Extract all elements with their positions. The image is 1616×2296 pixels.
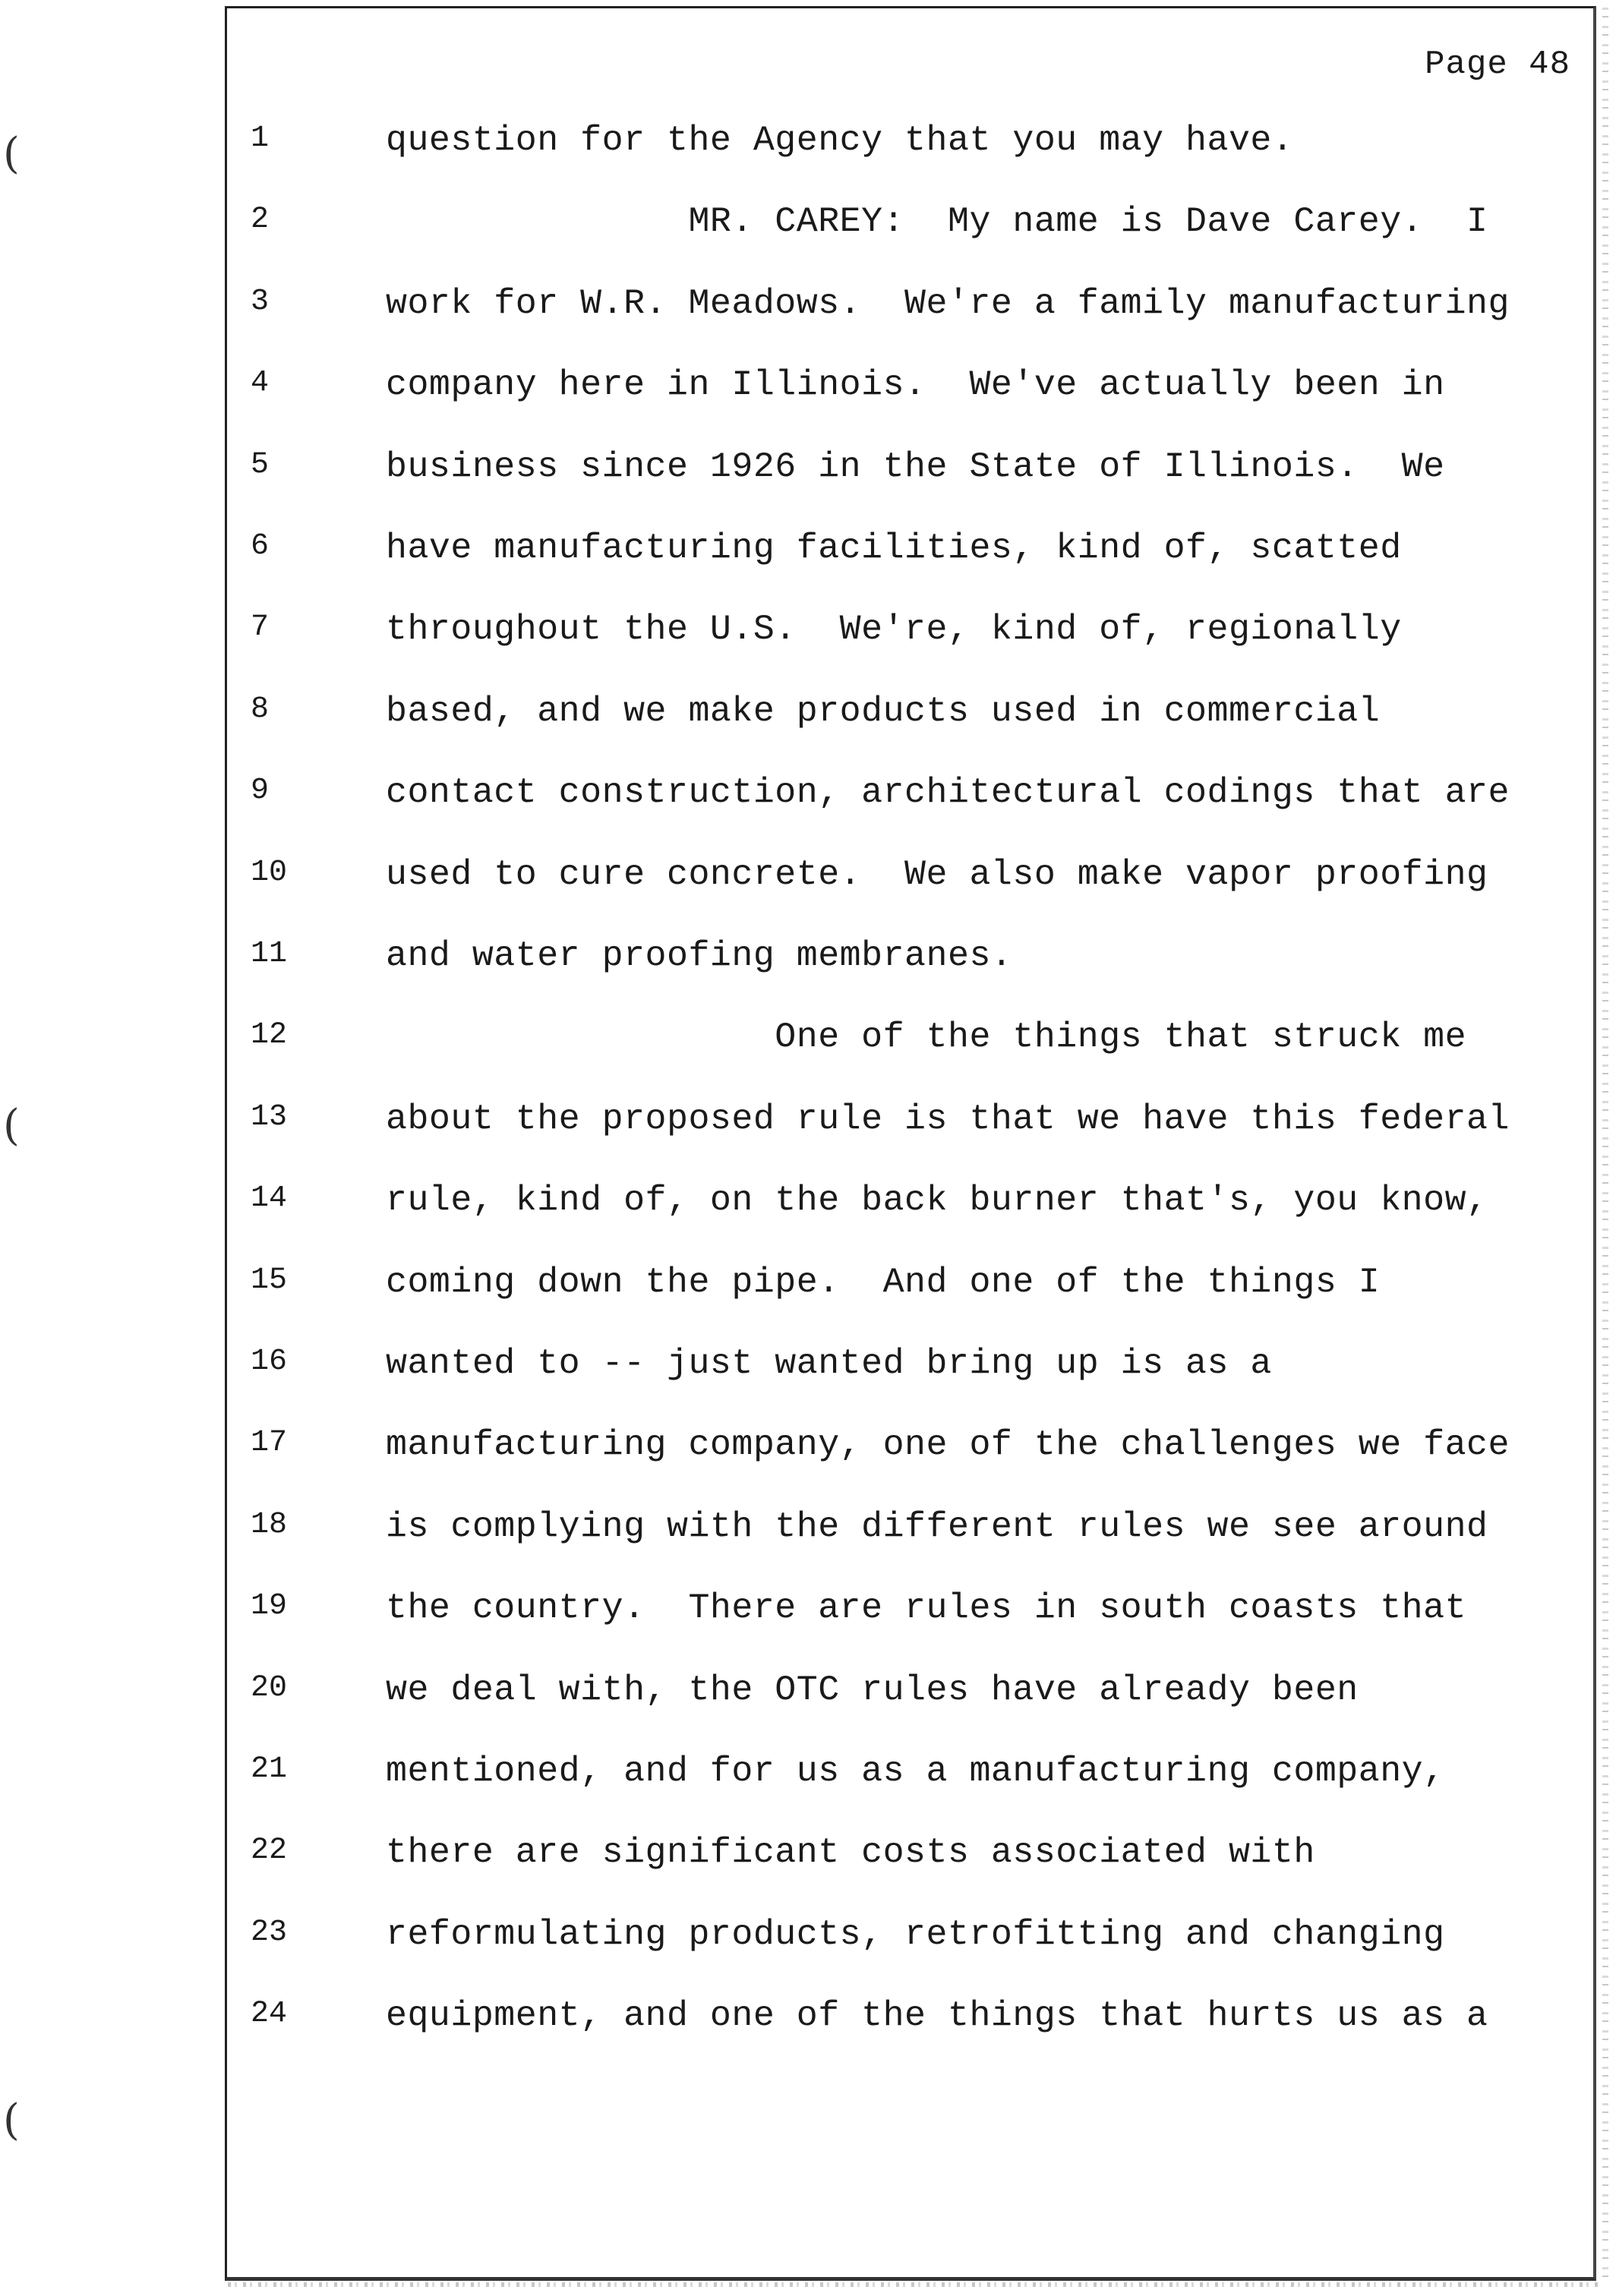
line-text: the country. There are rules in south coasts that — [386, 1588, 1467, 1629]
margin-mark: ( — [3, 2096, 20, 2145]
line-number: 22 — [251, 1834, 288, 1869]
transcript-line — [0, 1671, 1616, 1717]
transcript-line — [0, 1345, 1616, 1390]
line-text: One of the things that struck me — [386, 1017, 1467, 1058]
line-text: about the proposed rule is that we have this federal — [386, 1098, 1510, 1139]
line-text: throughout the U.S. We're, kind of, regionally — [386, 609, 1402, 650]
transcript-line — [0, 1997, 1616, 2042]
line-number: 9 — [251, 774, 270, 809]
line-text: reformulating products, retrofitting and changing — [386, 1913, 1445, 1954]
line-number: 13 — [251, 1099, 288, 1134]
line-text: MR. CAREY: My name is Dave Carey. I — [386, 201, 1488, 242]
transcript-line — [0, 853, 1616, 901]
transcript-line — [0, 203, 1616, 248]
line-text: business since 1926 in the State of Illinois. We — [386, 446, 1445, 487]
line-text: company here in Illinois. We've actually been in — [386, 364, 1445, 405]
line-text: work for W.R. Meadows. We're a family manufacturing — [386, 282, 1510, 323]
line-text: used to cure concrete. We also make vapor proofing — [386, 853, 1488, 894]
line-number: 7 — [251, 610, 270, 645]
line-text: wanted to -- just wanted bring up is as a — [386, 1343, 1272, 1383]
line-number: 8 — [251, 692, 270, 727]
transcript-line — [0, 448, 1616, 494]
line-number: 4 — [251, 366, 270, 401]
line-number: 2 — [251, 203, 270, 238]
transcript-line — [0, 1589, 1616, 1635]
transcript-line — [0, 774, 1616, 819]
line-number: 1 — [251, 121, 270, 156]
transcript-line — [0, 1508, 1616, 1553]
line-number: 17 — [251, 1426, 288, 1461]
line-text: rule, kind of, on the back burner that's, you know, — [386, 1180, 1488, 1221]
line-text: and water proofing membranes. — [386, 935, 1013, 976]
line-text: coming down the pipe. And one of the things I — [386, 1261, 1381, 1302]
transcript-line — [0, 1018, 1616, 1064]
line-text: equipment, and one of the things that hurts us as a — [386, 1995, 1488, 2036]
line-text: we deal with, the OTC rules have already been — [386, 1669, 1359, 1710]
line-number: 24 — [251, 1997, 288, 2032]
transcript-line — [0, 1100, 1616, 1146]
line-text: based, and we make products used in commercial — [386, 690, 1381, 731]
line-number: 14 — [251, 1181, 288, 1216]
transcript-line — [0, 1752, 1616, 1798]
line-text: manufacturing company, one of the challenges we face — [386, 1424, 1510, 1465]
transcript-line — [0, 529, 1616, 575]
transcript-line — [0, 610, 1616, 656]
scan-edge-bottom — [228, 2282, 1599, 2287]
line-text: there are significant costs associated with — [386, 1832, 1315, 1873]
transcript-line — [0, 1913, 1616, 1961]
transcript-line — [0, 937, 1616, 982]
transcript-line — [0, 1834, 1616, 1879]
transcript-line — [0, 121, 1616, 167]
transcript-line — [0, 692, 1616, 738]
line-number: 19 — [251, 1589, 288, 1624]
line-text: contact construction, architectural codings that are — [386, 772, 1510, 813]
line-number: 21 — [251, 1752, 288, 1787]
line-text: mentioned, and for us as a manufacturing company, — [386, 1751, 1445, 1791]
margin-mark: ( — [3, 1101, 20, 1150]
line-number: 18 — [251, 1507, 288, 1542]
line-number: 20 — [251, 1670, 288, 1705]
line-text: question for the Agency that you may have. — [386, 120, 1294, 160]
transcript-line — [0, 1426, 1616, 1471]
transcript-line — [0, 366, 1616, 412]
margin-mark: ( — [3, 129, 20, 178]
line-number: 12 — [251, 1018, 288, 1053]
line-number: 16 — [251, 1345, 288, 1379]
line-number: 11 — [251, 937, 288, 971]
line-number: 23 — [251, 1915, 288, 1950]
transcript-line — [0, 1263, 1616, 1309]
line-number: 5 — [251, 447, 270, 482]
line-text: have manufacturing facilities, kind of, scatted — [386, 528, 1402, 568]
line-text: is complying with the different rules we see around — [386, 1506, 1488, 1547]
transcript-line — [0, 282, 1616, 330]
line-number: 3 — [251, 284, 270, 319]
transcript-line — [0, 1181, 1616, 1227]
line-number: 6 — [251, 529, 270, 563]
line-number: 15 — [251, 1263, 288, 1298]
line-number: 10 — [251, 855, 288, 890]
page-number: Page 48 — [1425, 46, 1570, 84]
